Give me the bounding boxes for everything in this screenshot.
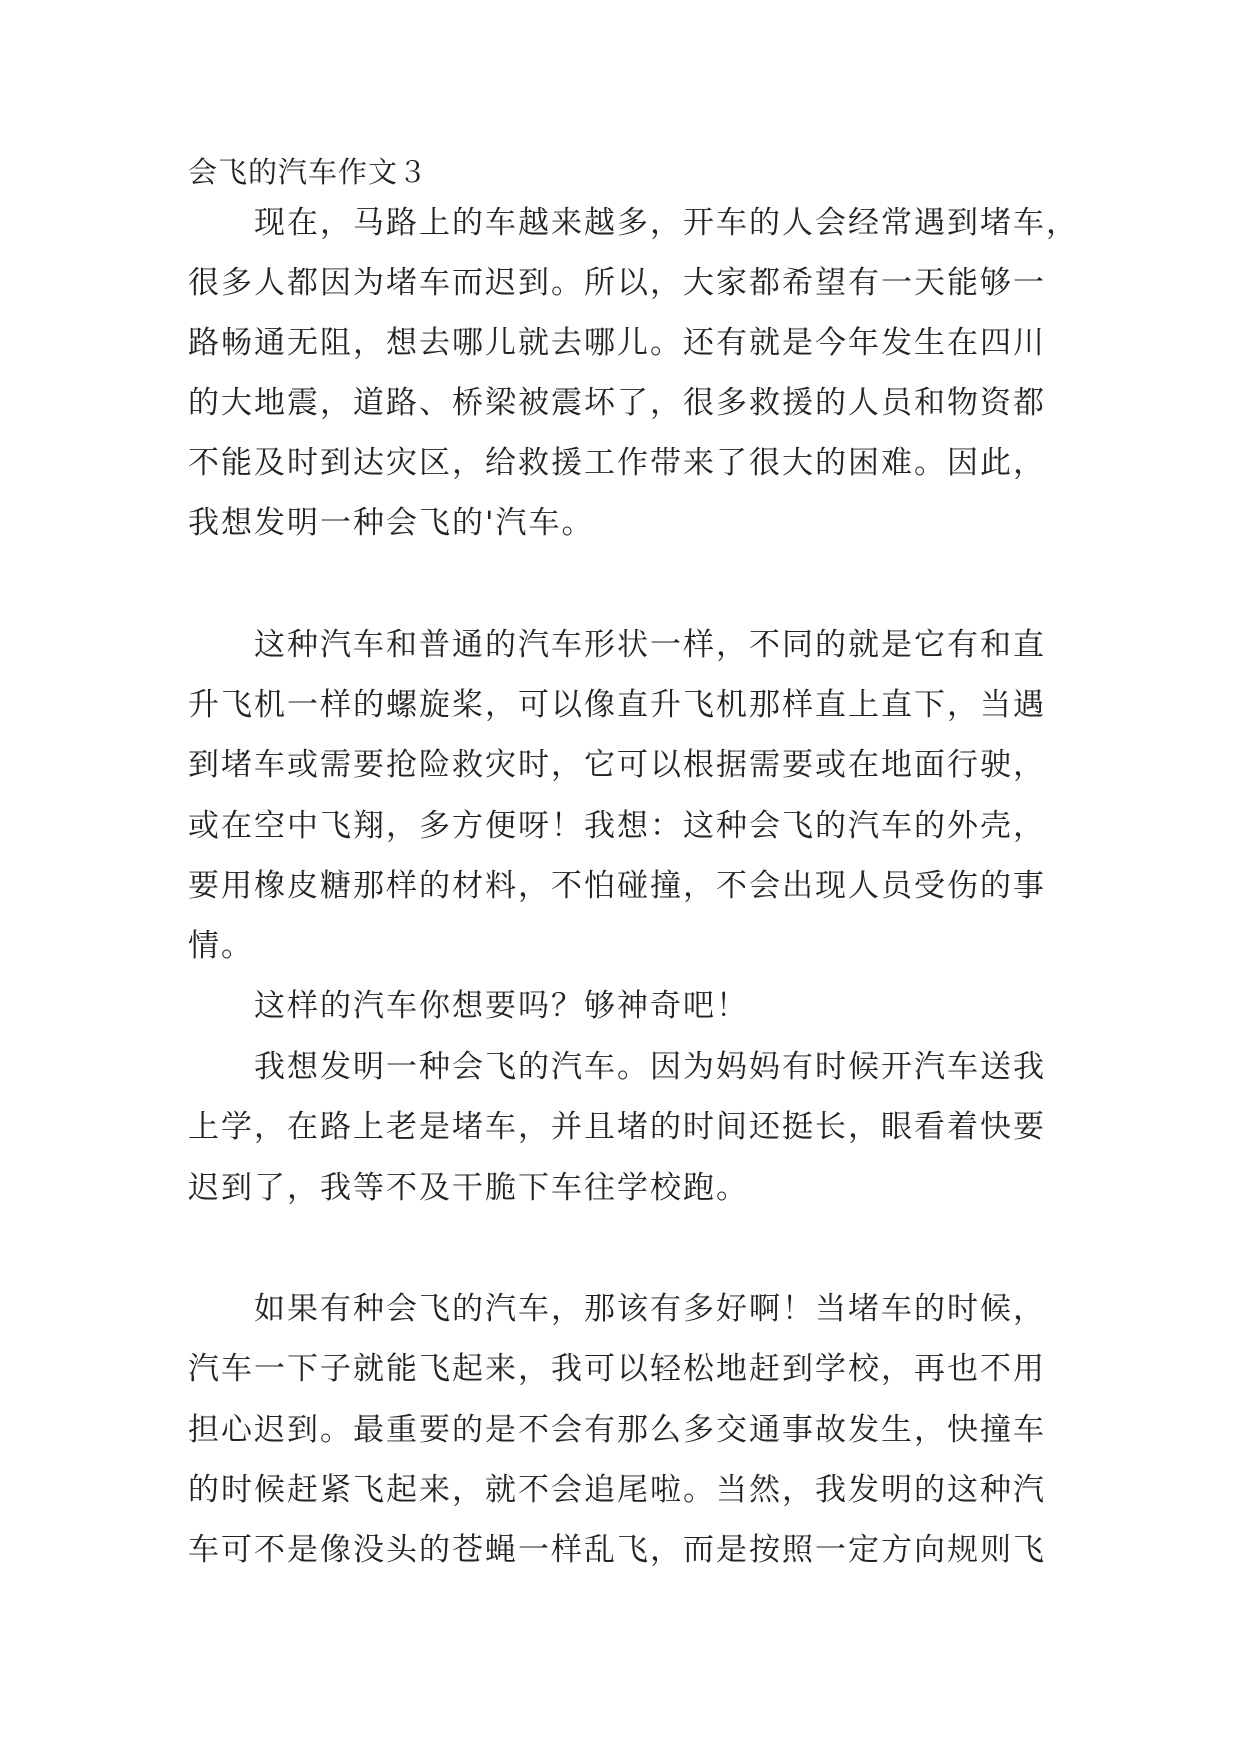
paragraph-2-line-6: 情。 — [188, 928, 254, 964]
paragraph-5-line-2: 汽车一下子就能飞起来，我可以轻松地赶到学校，再也不用 — [188, 1351, 1046, 1387]
paragraph-1-line-2: 很多人都因为堵车而迟到。所以，大家都希望有一天能够一 — [188, 265, 1046, 301]
paragraph-4-line-2: 上学，在路上老是堵车，并且堵的时间还挺长，眼看着快要 — [188, 1109, 1046, 1145]
paragraph-1-line-1: 现在，马路上的车越来越多，开车的人会经常遇到堵车， — [254, 205, 1079, 241]
paragraph-4-line-3: 迟到了，我等不及干脆下车往学校跑。 — [188, 1170, 749, 1206]
document-title: 会飞的汽车作文３ — [188, 155, 429, 189]
paragraph-1-line-4: 的大地震，道路、桥梁被震坏了，很多救援的人员和物资都 — [188, 385, 1046, 421]
paragraph-2-line-4: 或在空中飞翔，多方便呀！我想：这种会飞的汽车的外壳， — [188, 808, 1046, 844]
paragraph-5-line-3: 担心迟到。最重要的是不会有那么多交通事故发生，快撞车 — [188, 1412, 1046, 1448]
paragraph-4-line-1: 我想发明一种会飞的汽车。因为妈妈有时候开汽车送我 — [254, 1049, 1046, 1085]
paragraph-2-line-3: 到堵车或需要抢险救灾时，它可以根据需要或在地面行驶， — [188, 747, 1046, 783]
paragraph-5-line-5: 车可不是像没头的苍蝇一样乱飞，而是按照一定方向规则飞 — [188, 1532, 1046, 1568]
paragraph-3-line-1: 这样的汽车你想要吗？够神奇吧！ — [254, 988, 749, 1024]
paragraph-1-line-3: 路畅通无阻，想去哪儿就去哪儿。还有就是今年发生在四川 — [188, 325, 1046, 361]
paragraph-5-line-1: 如果有种会飞的汽车，那该有多好啊！当堵车的时候， — [254, 1291, 1046, 1327]
paragraph-1-line-5: 不能及时到达灾区，给救援工作带来了很大的困难。因此， — [188, 445, 1046, 481]
paragraph-2-line-5: 要用橡皮糖那样的材料，不怕碰撞，不会出现人员受伤的事 — [188, 868, 1046, 904]
paragraph-1-line-6: 我想发明一种会飞的'汽车。 — [188, 505, 595, 541]
paragraph-5-line-4: 的时候赶紧飞起来，就不会追尾啦。当然，我发明的这种汽 — [188, 1472, 1046, 1508]
paragraph-2-line-1: 这种汽车和普通的汽车形状一样，不同的就是它有和直 — [254, 627, 1046, 663]
paragraph-2-line-2: 升飞机一样的螺旋桨，可以像直升飞机那样直上直下，当遇 — [188, 687, 1046, 723]
